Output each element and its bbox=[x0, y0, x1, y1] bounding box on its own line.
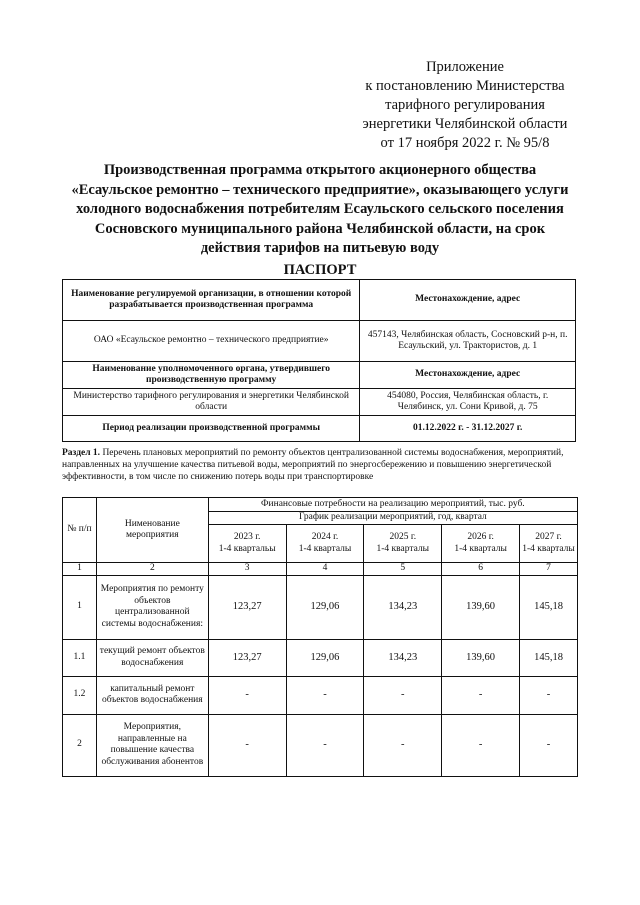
index-cell: 4 bbox=[286, 563, 364, 576]
appendix-line: Приложение bbox=[426, 59, 504, 75]
row-value: - bbox=[364, 714, 442, 776]
row-value: - bbox=[442, 714, 520, 776]
title-line: действия тарифов на питьевую воду bbox=[200, 240, 440, 256]
row-value: - bbox=[442, 676, 520, 714]
appendix-line: от 17 ноября 2022 г. № 95/8 bbox=[380, 135, 550, 151]
year-header-2024: 2024 г. 1-4 кварталы bbox=[286, 525, 364, 563]
row-name: Мероприятия, направленные на повышение качества обслуживания абонентов bbox=[96, 714, 208, 776]
row-value: 123,27 bbox=[208, 639, 286, 676]
year-header-2025: 2025 г. 1-4 кварталы bbox=[364, 525, 442, 563]
row-value: 123,27 bbox=[208, 575, 286, 639]
org-header-cell: Наименование регулируемой организации, в отношении которой разрабатывается производственная программа bbox=[63, 280, 360, 321]
authority-header-cell: Наименование уполномоченного органа, утвердившего производственную программу bbox=[63, 362, 360, 389]
row-value: - bbox=[520, 714, 578, 776]
title-line: Производственная программа открытого акционерного общества bbox=[103, 162, 537, 178]
row-value: - bbox=[208, 676, 286, 714]
row-value: 134,23 bbox=[364, 575, 442, 639]
authority-name-cell: Министерство тарифного регулирования и энергетики Челябинской области bbox=[63, 389, 360, 416]
title-line: Сосновского муниципального района Челябинской области, на срок bbox=[94, 220, 546, 237]
row-num: 1.1 bbox=[63, 639, 97, 676]
table-row bbox=[63, 676, 578, 714]
location-header-cell: Местонахождение, адрес bbox=[360, 280, 576, 321]
appendix-line: тарифного регулирования bbox=[385, 97, 545, 113]
row-num: 2 bbox=[63, 714, 97, 776]
period-label-cell: Период реализации производственной программы bbox=[63, 416, 360, 442]
appendix-line: к постановлению Министерства bbox=[365, 78, 565, 94]
index-cell: 3 bbox=[208, 563, 286, 576]
finance-header: Финансовые потребности на реализацию мероприятий, тыс. руб. bbox=[208, 498, 577, 512]
year-header-2026: 2026 г. 1-4 кварталы bbox=[442, 525, 520, 563]
title-line: «Есаульское ремонтно – технического предприятие», оказывающего услуги bbox=[71, 181, 569, 198]
row-value: 129,06 bbox=[286, 575, 364, 639]
table-row bbox=[63, 575, 578, 639]
plan-table bbox=[62, 497, 578, 777]
section-description bbox=[62, 447, 578, 483]
row-value: - bbox=[286, 676, 364, 714]
row-value: - bbox=[208, 714, 286, 776]
section-body: Перечень плановых мероприятий по ремонту объектов централизованной системы водоснабжения, мероприятий, направленных на улучшение качества питьевой воды, мероприятий по энергосбережению и повышению энергетической эффективности, в том числе по снижению потерь воды при транспортировке bbox=[62, 448, 564, 482]
index-cell: 1 bbox=[63, 563, 97, 576]
index-cell: 5 bbox=[364, 563, 442, 576]
section-label: Раздел 1. bbox=[62, 448, 101, 458]
row-num: 1 bbox=[63, 575, 97, 639]
table-row bbox=[63, 639, 578, 676]
row-value: - bbox=[520, 676, 578, 714]
year-header-2027: 2027 г. 1-4 кварталы bbox=[520, 525, 578, 563]
row-value: 139,60 bbox=[442, 575, 520, 639]
col-name-header: Нименование мероприятия bbox=[96, 498, 208, 563]
period-value-cell: 01.12.2022 г. - 31.12.2027 г. bbox=[360, 416, 576, 442]
authority-address-cell: 454080, Россия, Челябинская область, г. Челябинск, ул. Сони Кривой, д. 75 bbox=[360, 389, 576, 416]
appendix-line: энергетики Челябинской области bbox=[362, 116, 568, 132]
org-address-cell: 457143, Челябинская область, Сосновский р-н, п. Есаульский, ул. Трактористов, д. 1 bbox=[360, 321, 576, 362]
authority-location-header-cell: Местонахождение, адрес bbox=[360, 362, 576, 389]
org-name-cell: ОАО «Есаульское ремонтно – технического предприятие» bbox=[63, 321, 360, 362]
index-cell: 2 bbox=[96, 563, 208, 576]
row-value: 139,60 bbox=[442, 639, 520, 676]
row-value: - bbox=[286, 714, 364, 776]
row-name: Мероприятия по ремонту объектов централизованной системы водоснабжения: bbox=[96, 575, 208, 639]
document-title bbox=[40, 161, 600, 259]
row-value: 129,06 bbox=[286, 639, 364, 676]
row-value: 145,18 bbox=[520, 575, 578, 639]
title-line: холодного водоснабжения потребителям Есаульского сельского поселения bbox=[76, 201, 564, 217]
index-cell: 7 bbox=[520, 563, 578, 576]
passport-heading: ПАСПОРТ bbox=[283, 262, 357, 278]
index-cell: 6 bbox=[442, 563, 520, 576]
row-num: 1.2 bbox=[63, 676, 97, 714]
appendix-block bbox=[330, 58, 600, 153]
col-num-header: № п/п bbox=[63, 498, 97, 563]
row-value: 134,23 bbox=[364, 639, 442, 676]
table-row bbox=[63, 714, 578, 776]
row-value: - bbox=[364, 676, 442, 714]
passport-table bbox=[62, 279, 576, 442]
row-name: капитальный ремонт объектов водоснабжения bbox=[96, 676, 208, 714]
schedule-header: График реализации мероприятий, год, квартал bbox=[208, 512, 577, 525]
row-name: текущий ремонт объектов водоснабжения bbox=[96, 639, 208, 676]
row-value: 145,18 bbox=[520, 639, 578, 676]
year-header-2023: 2023 г. 1-4 квартальы bbox=[208, 525, 286, 563]
